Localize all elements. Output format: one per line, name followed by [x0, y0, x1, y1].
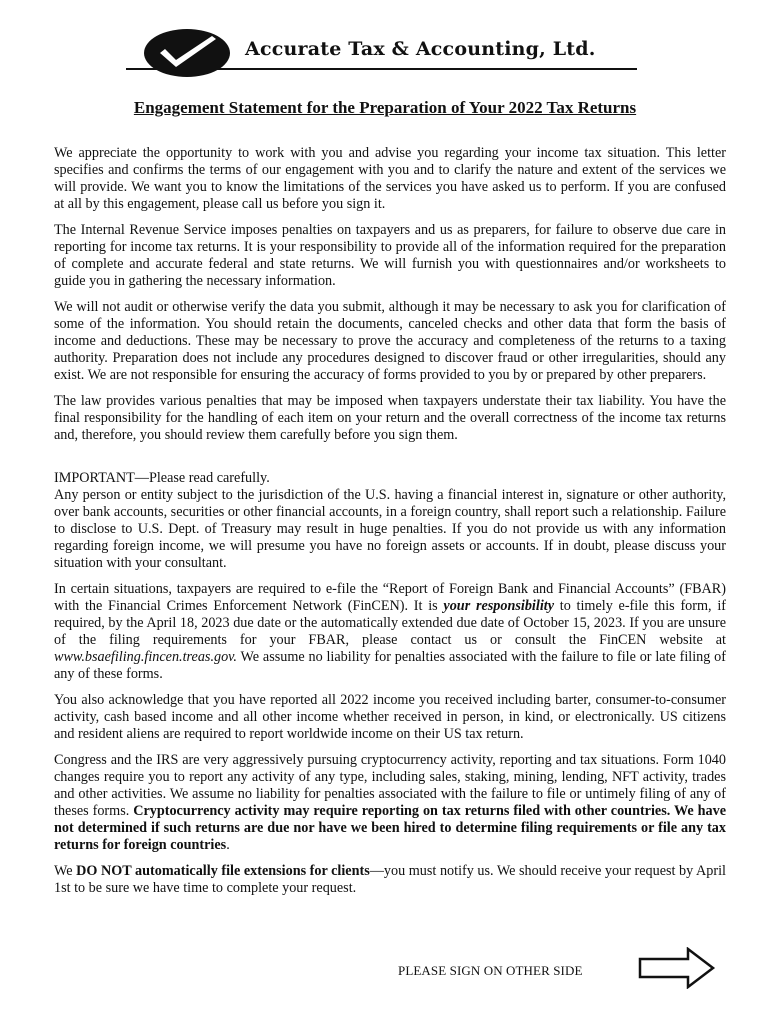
- paragraph-cryptocurrency: [54, 752, 726, 854]
- extensions-text-2: —you must notify us. We should receive your request by April 1st to be sure we have time to complete your request.: [54, 863, 726, 896]
- paragraph-extensions: [54, 863, 726, 897]
- paragraph-income-acknowledgment: You also acknowledge that you have reported all 2022 income you received including barter, consumer-to-consumer activity, cash based income and all other income whether received in person, in kind, or electronically. US citizens and resident aliens are required to report worldwide income on their US tax return.: [54, 692, 726, 742]
- company-name: Accurate Tax & Accounting, Ltd.: [245, 38, 596, 60]
- document-body: [54, 145, 726, 897]
- paragraph-engagement-intro: We appreciate the opportunity to work with you and advise you regarding your income tax situation. This letter specifies and confirms the terms of our engagement with you and to clarify the nature and extent of the services we will provide. We want you to know the limitations of the services you have asked us to perform. If you are confused at all by this engagement, please call us before you sign it.: [54, 145, 726, 212]
- paragraph-foreign-accounts: Any person or entity subject to the jurisdiction of the U.S. having a financial interest in, signature or other authority, over bank accounts, securities or other financial accounts, in a foreign country, shall report such a relationship. Failure to disclose to U.S. Dept. of Treasury may result in huge penalties. If you do not provide us with any information regarding foreign income, we will presume you have no foreign assets or accounts. If in doubt, please discuss your situation with your consultant.: [54, 487, 726, 571]
- fbar-responsibility-emphasis: your responsibility: [443, 598, 554, 614]
- important-heading: IMPORTANT—Please read carefully.: [54, 470, 270, 486]
- extensions-text-1: We: [54, 863, 77, 879]
- crypto-text-end: .: [226, 837, 230, 853]
- extensions-bold: DO NOT automatically file extensions for clients: [76, 863, 370, 879]
- paragraph-no-audit: We will not audit or otherwise verify the data you submit, although it may be necessary to ask you for clarification of some of the information. You should retain the documents, canceled checks and other data that form the basis of income and deductions. These may be necessary to prove the accuracy and completeness of the returns to a taxing authority. Preparation does not include any procedures designed to discover fraud or other irregularities, should any exist. We are not responsible for ensuring the accuracy of forms provided to you by or prepared by other preparers.: [54, 299, 726, 383]
- sign-other-side-notice: PLEASE SIGN ON OTHER SIDE: [398, 963, 583, 978]
- checkmark-oval-logo: [142, 27, 232, 79]
- paragraph-final-responsibility: The law provides various penalties that may be imposed when taxpayers understate their tax liability. You have the final responsibility for the handling of each item on your return and the overall correctness of the income tax returns and, therefore, you should review them carefully before you sign them.: [54, 393, 726, 443]
- crypto-text-1: Congress and the IRS are very aggressively pursuing cryptocurrency activity, reporting and tax situations. Form 1040 changes require you to report any activity of any type, including sales, staking, mining, lending, NFT activity, trades and other activities. We assume no liability for penalties associated with the failure to file or untimely filing of any of theses forms.: [54, 752, 726, 819]
- crypto-bold-warning: Cryptocurrency activity may require reporting on tax returns filed with other countries. We have not determined if such returns are due nor have we been hired to determine filing requirements or file any tax returns for foreign countries: [54, 803, 726, 853]
- fbar-text-1: In certain situations, taxpayers are required to e-file the “Report of Foreign Bank and Financial Accounts” (FBAR) with the Financial Crimes Enforcement Network (FinCEN). It is: [54, 581, 726, 614]
- fbar-text-2: to timely e-file this form, if required, by the April 18, 2023 due date or the automatically extended due date of October 15, 2023. If you are unsure of the filing requirements for your FBAR, please contact us or consult the FinCEN website at: [54, 598, 726, 648]
- document-title: Engagement Statement for the Preparation of Your 2022 Tax Returns: [133, 98, 637, 117]
- right-arrow-icon: [638, 947, 716, 989]
- paragraph-irs-penalties: The Internal Revenue Service imposes penalties on taxpayers and us as preparers, for failure to observe due care in reporting for income tax returns. It is your responsibility to provide all of the information required for the preparation of complete and accurate federal and state returns. We will furnish you with questionnaires and/or worksheets to guide you in gathering the necessary information.: [54, 222, 726, 289]
- header-rule: [126, 68, 637, 70]
- paragraph-fbar: [54, 581, 726, 683]
- fincen-website: www.bsaefiling.fincen.treas.gov.: [54, 649, 237, 665]
- fbar-text-3: We assume no liability for penalties associated with the failure to file or late filing of any of these forms.: [54, 649, 726, 682]
